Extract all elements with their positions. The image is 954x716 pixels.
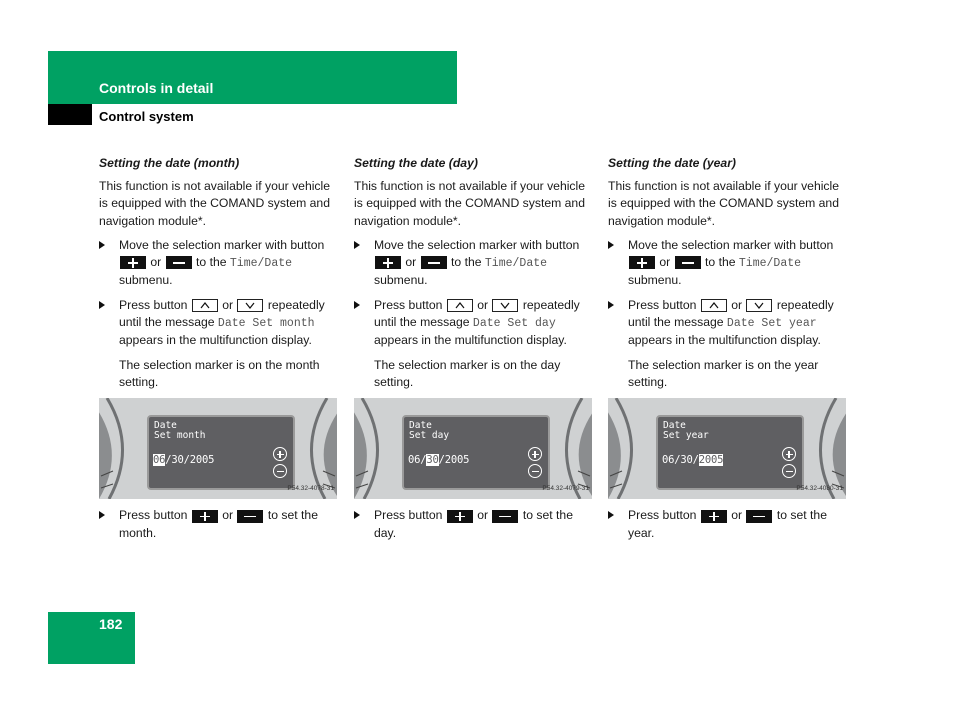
menu-name: Time/Date [484, 257, 548, 271]
step-select-menu: Move the selection marker with button or to the Time/Date submenu. [354, 237, 594, 290]
multifunction-display: Date Set day 06/30/2005 [402, 415, 550, 490]
column-heading: Setting the date (month) [99, 156, 240, 170]
plus-circle-icon [273, 447, 287, 461]
step-select-menu: Move the selection marker with button or to the Time/Date submenu. [608, 237, 848, 290]
bullet-icon [608, 241, 614, 249]
photo-code: P54.32-4078-31 [287, 484, 334, 492]
column-year [608, 155, 848, 549]
selected-segment-year: 2005 [698, 454, 724, 467]
bullet-icon [99, 301, 105, 309]
header-bar [48, 51, 457, 104]
bullet-icon [354, 241, 360, 249]
display-message: Date Set month [217, 317, 315, 331]
multifunction-display: Date Set year 06/30/2005 [656, 415, 804, 490]
intro-text: This function is not available if your vehicle is equipped with the COMAND system and navigation module*. [354, 179, 586, 228]
minus-circle-icon [782, 464, 796, 478]
step-set-value: Press button or to set the month. [99, 507, 339, 542]
minus-button-icon [746, 510, 772, 523]
step-set-value: Press button or to set the year. [608, 507, 848, 542]
step-press-arrows: Press button or repeatedly until the message Date Set month appears in the multifunction display. [99, 297, 339, 350]
plus-circle-icon [782, 447, 796, 461]
note-text: The selection marker is on the year setting. [628, 357, 819, 389]
up-arrow-button-icon [447, 299, 473, 312]
bullet-icon [608, 511, 614, 519]
up-arrow-button-icon [701, 299, 727, 312]
instrument-cluster-photo [99, 398, 337, 499]
step-set-value: Press button or to set the day. [354, 507, 594, 542]
plus-circle-icon [528, 447, 542, 461]
photo-code: P54.32-4080-31 [796, 484, 843, 492]
menu-name: Time/Date [229, 257, 293, 271]
menu-name: Time/Date [738, 257, 802, 271]
step-press-arrows: Press button or repeatedly until the message Date Set year appears in the multifunction display. [608, 297, 848, 350]
page-number: 182 [99, 616, 123, 632]
section-title: Controls in detail [99, 80, 214, 96]
date-readout: 06/30/2005 [662, 454, 724, 467]
bullet-icon [354, 511, 360, 519]
bullet-icon [608, 301, 614, 309]
minus-button-icon [237, 510, 263, 523]
multifunction-display: Date Set month 06/30/2005 [147, 415, 295, 490]
plus-button-icon [192, 510, 218, 523]
up-arrow-button-icon [192, 299, 218, 312]
column-heading: Setting the date (year) [608, 156, 736, 170]
minus-circle-icon [528, 464, 542, 478]
instrument-cluster-photo [354, 398, 592, 499]
minus-button-icon [675, 256, 701, 269]
date-readout: 06/30/2005 [153, 454, 215, 467]
bullet-icon [99, 511, 105, 519]
selected-segment-day: 30 [426, 454, 439, 467]
intro-text: This function is not available if your vehicle is equipped with the COMAND system and navigation module*. [608, 179, 840, 228]
step-press-arrows: Press button or repeatedly until the message Date Set day appears in the multifunction display. [354, 297, 594, 350]
plus-button-icon [701, 510, 727, 523]
subsection-title: Control system [99, 109, 194, 124]
display-message: Date Set year [726, 317, 817, 331]
note-text: The selection marker is on the day setting. [374, 357, 561, 389]
intro-text: This function is not available if your vehicle is equipped with the COMAND system and navigation module*. [99, 179, 331, 228]
minus-button-icon [492, 510, 518, 523]
subsection-tab [48, 104, 92, 125]
down-arrow-button-icon [237, 299, 263, 312]
note-text: The selection marker is on the month setting. [119, 357, 320, 389]
column-day [354, 155, 594, 549]
minus-button-icon [166, 256, 192, 269]
bullet-icon [354, 301, 360, 309]
minus-button-icon [421, 256, 447, 269]
minus-circle-icon [273, 464, 287, 478]
column-heading: Setting the date (day) [354, 156, 478, 170]
plus-button-icon [375, 256, 401, 269]
photo-code: P54.32-4079-31 [542, 484, 589, 492]
bullet-icon [99, 241, 105, 249]
plus-button-icon [447, 510, 473, 523]
selected-segment-month: 06 [153, 454, 166, 467]
plus-button-icon [120, 256, 146, 269]
date-readout: 06/30/2005 [408, 454, 470, 467]
down-arrow-button-icon [492, 299, 518, 312]
display-message: Date Set day [472, 317, 556, 331]
plus-button-icon [629, 256, 655, 269]
down-arrow-button-icon [746, 299, 772, 312]
column-month [99, 155, 339, 549]
step-select-menu: Move the selection marker with button or to the Time/Date submenu. [99, 237, 339, 290]
instrument-cluster-photo [608, 398, 846, 499]
